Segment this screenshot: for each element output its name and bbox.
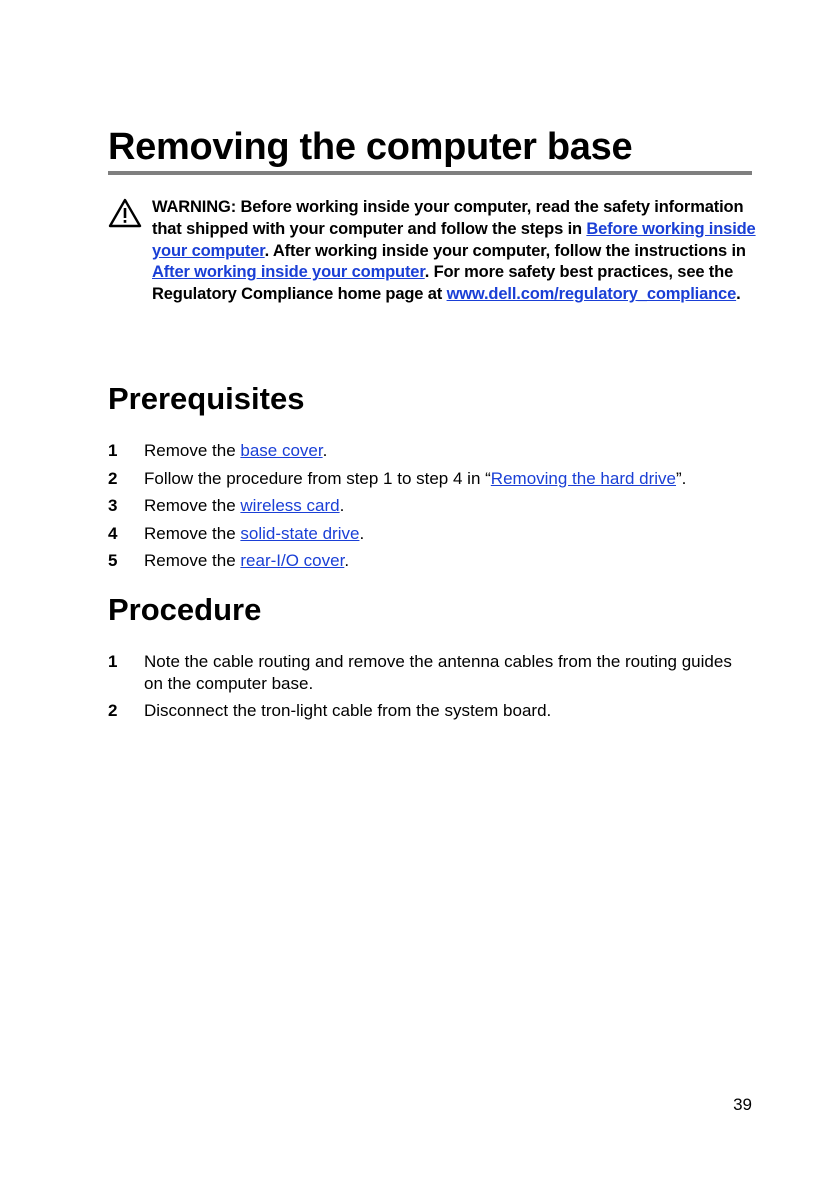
prerequisites-list [108, 440, 738, 578]
solid-state-drive-link[interactable]: solid-state drive [240, 523, 360, 543]
list-item [108, 651, 738, 694]
warning-text-part: . For more safety best practices, see the Regulatory Compliance home page at [152, 263, 734, 304]
step-text: Remove the [144, 523, 241, 543]
step-text: Note the cable routing and remove the antenna cables from the routing guides on the computer base. [144, 652, 732, 693]
step-number: 3 [108, 496, 118, 515]
list-item [108, 523, 738, 545]
page-number: 39 [733, 1095, 752, 1114]
before-working-inside-link[interactable]: Before working inside your computer [152, 219, 756, 260]
step-text: . [339, 496, 345, 515]
list-item [108, 550, 738, 572]
step-text: . [344, 551, 350, 570]
prerequisites-heading: Prerequisites [108, 381, 305, 416]
step-text: Disconnect the tron-light cable from the system board. [144, 701, 552, 720]
base-cover-link[interactable]: base cover [240, 441, 323, 460]
step-number: 4 [108, 523, 118, 543]
step-text: Remove the [144, 441, 241, 460]
step-number: 5 [108, 551, 118, 570]
rear-io-cover-link[interactable]: rear-I/O cover [240, 551, 345, 570]
step-number: 1 [108, 441, 118, 460]
step-number: 2 [108, 468, 118, 488]
wireless-card-link[interactable]: wireless card [240, 496, 340, 515]
step-text: ”. [676, 468, 687, 488]
list-item [108, 700, 738, 722]
step-text: Remove the [144, 551, 241, 570]
warning-text-part: . [736, 285, 741, 304]
removing-hard-drive-link[interactable]: Removing the hard drive [490, 468, 677, 488]
procedure-heading: Procedure [108, 592, 262, 627]
title-rule [108, 171, 752, 175]
after-working-inside-link[interactable]: After working inside your computer [152, 263, 425, 282]
warning-text-part: WARNING: Before working inside your computer, read the safety information that shipped with your computer and follow the steps in [152, 198, 744, 238]
list-item [108, 440, 738, 462]
warning-message [152, 197, 757, 306]
step-text: Remove the [144, 496, 241, 515]
step-text: Follow the procedure from step 1 to step 4 in “ [144, 468, 491, 488]
step-text: . [359, 523, 365, 543]
regulatory-compliance-link[interactable]: www.dell.com/regulatory_compliance [446, 285, 737, 304]
warning-text-part: . After working inside your computer, follow the instructions in [264, 241, 746, 260]
page-title: Removing the computer base [108, 126, 633, 168]
warning-triangle-icon [108, 198, 142, 228]
step-text: . [322, 441, 328, 460]
step-number: 2 [108, 701, 118, 720]
list-item [108, 468, 738, 490]
procedure-list [108, 651, 738, 728]
list-item [108, 495, 738, 517]
step-number: 1 [108, 652, 118, 671]
